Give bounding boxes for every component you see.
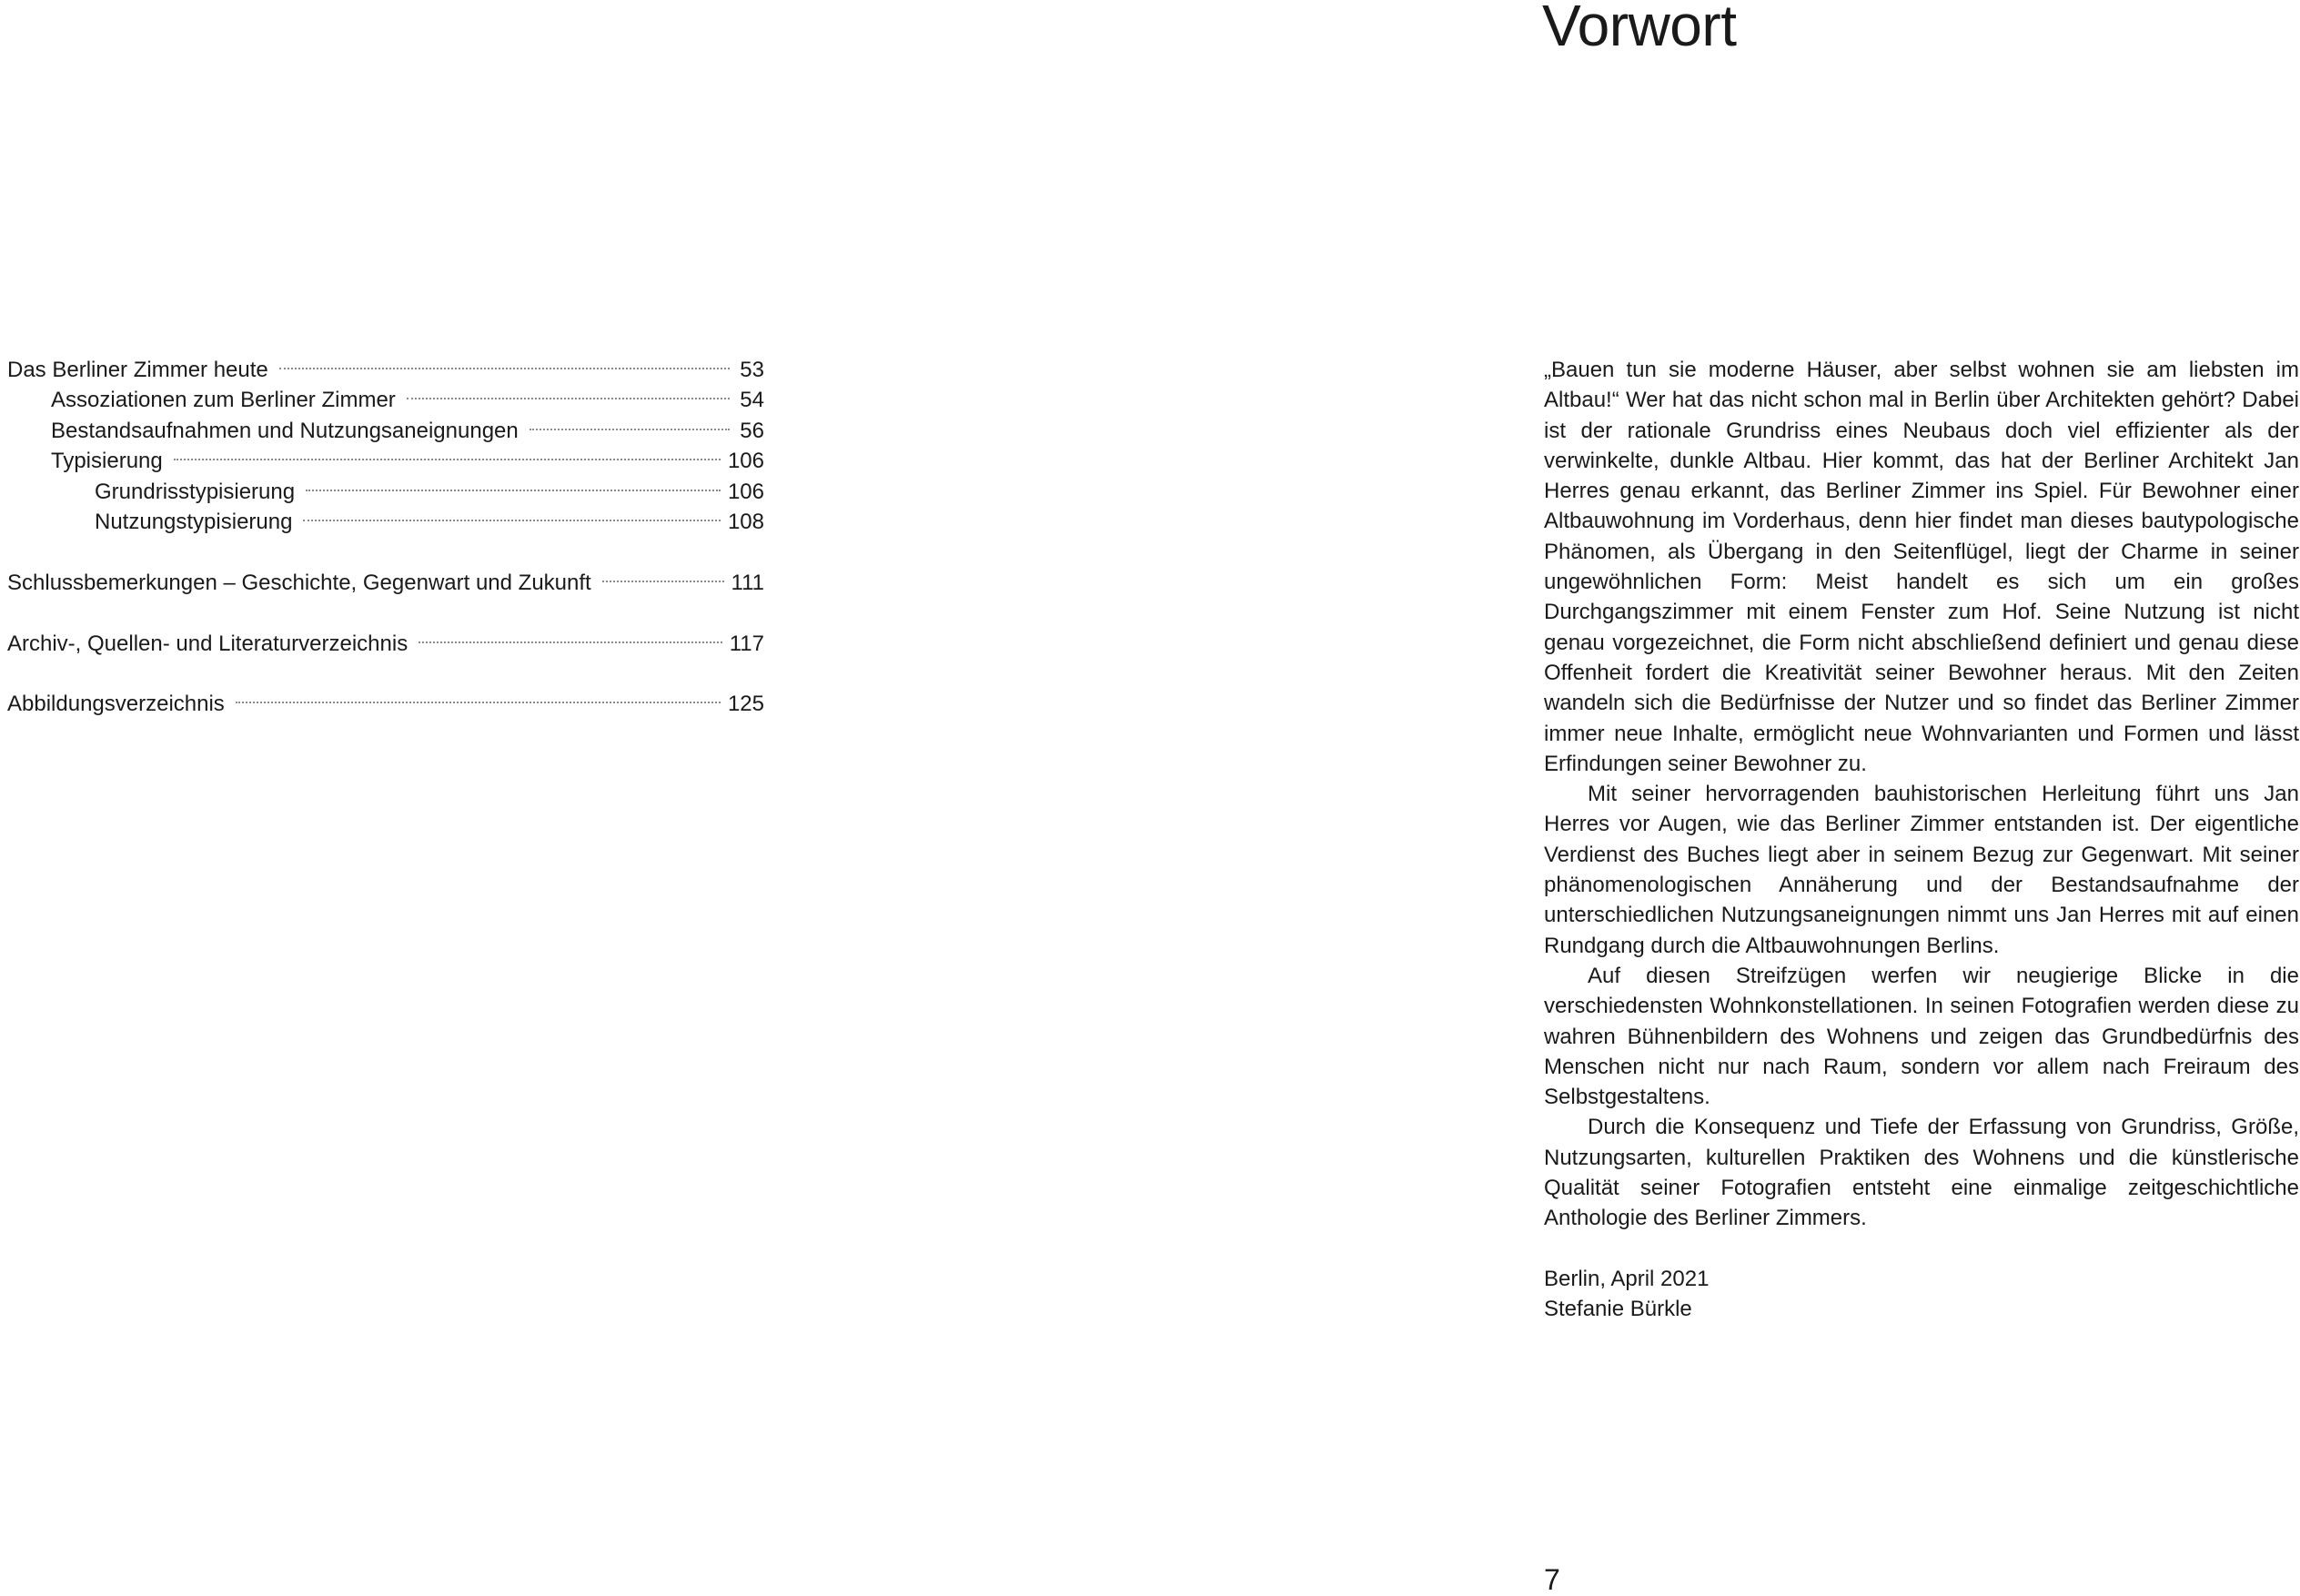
toc-dot-leader xyxy=(419,641,722,643)
toc-entry[interactable] xyxy=(7,385,764,415)
toc-group xyxy=(7,629,764,659)
toc-entry-page: 56 xyxy=(740,418,764,443)
toc-dot-leader xyxy=(407,397,730,399)
toc-entry-page: 125 xyxy=(727,692,764,717)
toc-entry-page: 106 xyxy=(727,479,764,504)
toc-dot-leader xyxy=(279,367,730,369)
toc-entry[interactable] xyxy=(7,416,764,446)
toc-entry-page: 106 xyxy=(727,449,764,474)
toc-entry[interactable] xyxy=(7,355,764,385)
toc-entry-page: 108 xyxy=(727,510,764,535)
toc-entry-title: Grundrisstypisierung xyxy=(95,479,296,504)
toc-group xyxy=(7,355,764,537)
toc-entry-title: Assoziationen zum Berliner Zimmer xyxy=(51,388,396,413)
toc-entry[interactable] xyxy=(7,507,764,537)
toc-dot-leader xyxy=(602,580,724,582)
toc-entry-title: Abbildungsverzeichnis xyxy=(7,692,225,717)
toc-dot-leader xyxy=(530,428,730,430)
toc-entry[interactable] xyxy=(7,446,764,476)
toc-group xyxy=(7,689,764,719)
signature-block xyxy=(1544,1264,2299,1325)
toc-entry-title: Typisierung xyxy=(51,449,163,474)
page-number: 7 xyxy=(1544,1563,1560,1596)
toc-entry-title: Nutzungstypisierung xyxy=(95,510,293,535)
foreword-body xyxy=(1544,355,2299,1325)
toc-entry-page: 53 xyxy=(740,358,764,382)
place-date: Berlin, April 2021 xyxy=(1544,1266,1710,1291)
toc-entry[interactable] xyxy=(7,629,764,659)
toc-entry-title: Archiv-, Quellen- und Literaturverzeichnis xyxy=(7,631,409,656)
toc-dot-leader xyxy=(303,519,721,521)
toc-group xyxy=(7,568,764,598)
toc-dot-leader xyxy=(174,458,721,460)
toc-entry-page: 117 xyxy=(729,631,764,656)
toc-entry[interactable] xyxy=(7,477,764,507)
toc-entry-page: 111 xyxy=(731,570,764,595)
toc-entry-page: 54 xyxy=(740,388,764,413)
toc-dot-leader xyxy=(236,701,721,703)
foreword-paragraph: Auf diesen Streifzügen werfen wir neugierige Blicke in die verschiedensten Wohnkonstellationen. In seinen Fotografien werden diese zu wahren Bühnenbildern des Wohnens und zeigen das Grundbedürfnis des Menschen nicht nur nach Raum, sondern vor allem nach Freiraum des Selbstgestaltens. xyxy=(1544,963,2299,1110)
toc-dot-leader xyxy=(306,489,721,491)
toc-entry-title: Bestandsaufnahmen und Nutzungsaneignungen xyxy=(51,418,519,443)
page-title: Vorwort xyxy=(1542,0,1737,58)
table-of-contents xyxy=(7,355,764,720)
author-name: Stefanie Bürkle xyxy=(1544,1297,1692,1322)
foreword-paragraph: Mit seiner hervorragenden bauhistorischen Herleitung führt uns Jan Herres vor Augen, wie das Berliner Zimmer entstanden ist. Der eigentliche Verdienst des Buches liegt aber in seinem Bezug zur Gegenwart. Mit seiner phänomenologischen Annäherung und der Bestandsaufnahme der unterschiedlichen Nutzungsaneignungen nimmt uns Jan Herres mit auf einen Rundgang durch die Altbauwohnungen Berlins. xyxy=(1544,782,2299,958)
toc-entry[interactable] xyxy=(7,689,764,719)
toc-entry-title: Schlussbemerkungen – Geschichte, Gegenwart und Zukunft xyxy=(7,570,591,595)
toc-entry-title: Das Berliner Zimmer heute xyxy=(7,358,268,382)
foreword-paragraph: „Bauen tun sie moderne Häuser, aber selbst wohnen sie am liebsten im Altbau!“ Wer hat das nicht schon mal in Berlin über Architekten gehört? Dabei ist der rationale Grundriss eines Neubaus doch viel effizienter als der verwinkelte, dunkle Altbau. Hier kommt, das hat der Berliner Architekt Jan Herres genau erkannt, das Berliner Zimmer ins Spiel. Für Bewohner einer Altbauwohnung im Vorderhaus, denn hier findet man dieses bautypologische Phänomen, als Übergang in den Seitenflügel, liegt der Charme in seiner ungewöhnlichen Form: Meist handelt es sich um ein großes Durchgangszimmer mit einem Fenster zum Hof. Seine Nutzung ist nicht genau vorgezeichnet, die Form nicht abschließend definiert und genau diese Offenheit fordert die Kreativität seiner Bewohner heraus. Mit den Zeiten wandeln sich die Bedürfnisse der Nutzer und so findet das Berliner Zimmer immer neue Inhalte, ermöglicht neue Wohnvarianten und Formen und lässt Erfindungen seiner Bewohner zu. xyxy=(1544,358,2299,776)
toc-entry[interactable] xyxy=(7,568,764,598)
foreword-paragraph: Durch die Konsequenz und Tiefe der Erfassung von Grundriss, Größe, Nutzungsarten, kulturellen Praktiken des Wohnens und die künstlerische Qualität seiner Fotografien entsteht eine einmalige zeitgeschichtliche Anthologie des Berliner Zimmers. xyxy=(1544,1115,2299,1231)
